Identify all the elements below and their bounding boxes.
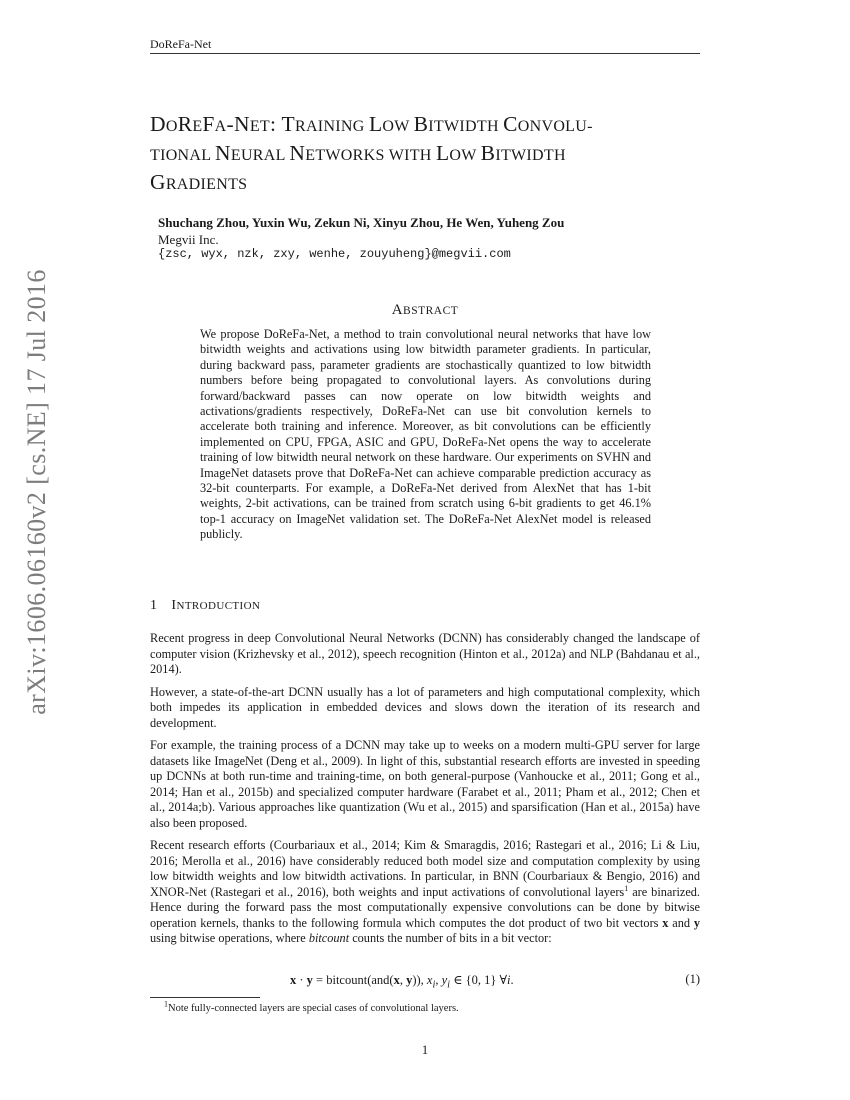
abstract-heading: ABSTRACT	[391, 302, 459, 318]
arxiv-side-stamp	[22, 269, 52, 715]
equation-number: (1)	[685, 972, 700, 986]
header-rule	[150, 53, 700, 54]
footnote-rule	[150, 997, 260, 998]
section-number: 1	[150, 598, 158, 613]
page-number: 1	[421, 1043, 429, 1057]
paragraph: Recent research efforts (Courbariaux et al., 2014; Kim & Smaragdis, 2016; Rastegari et al., 2016; Li & Liu, 2016; Merolla et al., 2016) have considerably reduced both model size and computation complexity by using low bitwidth weights and low bitwidth activations. In particular, in BNN (Courbariaux & Bengio, 2016) and XNOR-Net (Rastegari et al., 2016), both weights and input activations of convolutional layers$^1$ are binarized. Hence during the forward pass the most computationally expensive convolutions can be done by bitwise operation kernels, thanks to the following formula which computes the dot product of two bit vectors x and y using bitwise operations, where bitcount counts the number of bits in a bit vector:	[150, 838, 700, 945]
paragraph: However, a state-of-the-art DCNN usually has a lot of parameters and high computational complexity, which both impedes its application in embedded devices and slows down the iteration of its research and development.	[150, 684, 700, 730]
introduction-body	[150, 631, 700, 947]
equation-body: x · y = bitcount(and(x, y)), $x_i$, $y_i$ ∈ {0, 1} ∀i.	[290, 973, 514, 991]
paper-title: DOREFA-NET: TRAINING LOW BITWIDTH CONVOLU- TIONAL NEURAL NETWORKS WITH LOW BITWIDTH GRADIENTS	[150, 112, 593, 194]
arxiv-identifier: arXiv:1606.06160v2 [cs.NE] 17 Jul 2016	[22, 269, 51, 715]
section-heading-introduction: 1 INTRODUCTION	[150, 598, 261, 613]
abstract-text: We propose DoReFa-Net, a method to train convolutional neural networks that have low bitwidth weights and activations using low bitwidth parameter gradients. In particular, during backward pass, parameter gradients are stochastically quantized to low bitwidth numbers before being propagated to convolutional layers. As convolutions during forward/backward passes can now operate on low bitwidth weights and activations/gradients respectively, DoReFa-Net can use bit convolution kernels to accelerate both training and inference. Moreover, as bit convolutions can be efficiently implemented on CPU, FPGA, ASIC and GPU, DoReFa-Net opens the way to accelerate training of low bitwidth neural network on these hardware. Our experiments on SVHN and ImageNet datasets prove that DoReFa-Net can achieve comparable prediction accuracy as 32-bit counterparts. For example, a DoReFa-Net derived from AlexNet that has 1-bit weights, 2-bit activations, can be trained from scratch using 6-bit gradients to get 46.1% top-1 accuracy on ImageNet validation set. The DoReFa-Net AlexNet model is released publicly.	[200, 327, 651, 542]
abstract-body	[200, 327, 651, 543]
running-head: DoReFa-Net	[150, 37, 212, 51]
footnote-marker: 1	[624, 883, 629, 893]
paragraph: For example, the training process of a DCNN may take up to weeks on a modern multi-GPU server for large datasets like ImageNet (Deng et al., 2009). In light of this, substantial research efforts are invested in speeding up DCNNs at both run-time and training-time, on both general-purpose (Vanhoucke et al., 2011; Gong et al., 2014; Han et al., 2015b) and specialized computer hardware (Farabet et al., 2011; Pham et al., 2012; Chen et al., 2014a;b). Various approaches like quantization (Wu et al., 2015) and sparsification (Han et al., 2015a) have also been proposed.	[150, 738, 700, 830]
author-list: Shuchang Zhou, Yuxin Wu, Zekun Ni, Xinyu Zhou, He Wen, Yuheng Zou	[158, 215, 565, 230]
author-emails: {zsc, wyx, nzk, zxy, wenhe, zouyuheng}@megvii.com	[158, 247, 511, 261]
affiliation: Megvii Inc.	[158, 232, 219, 247]
footnote: $^1$Note fully-connected layers are special cases of convolutional layers.	[164, 999, 459, 1014]
paragraph: Recent progress in deep Convolutional Neural Networks (DCNN) has considerably changed the landscape of computer vision (Krizhevsky et al., 2012), speech recognition (Hinton et al., 2012a) and NLP (Bahdanau et al., 2014).	[150, 631, 700, 676]
